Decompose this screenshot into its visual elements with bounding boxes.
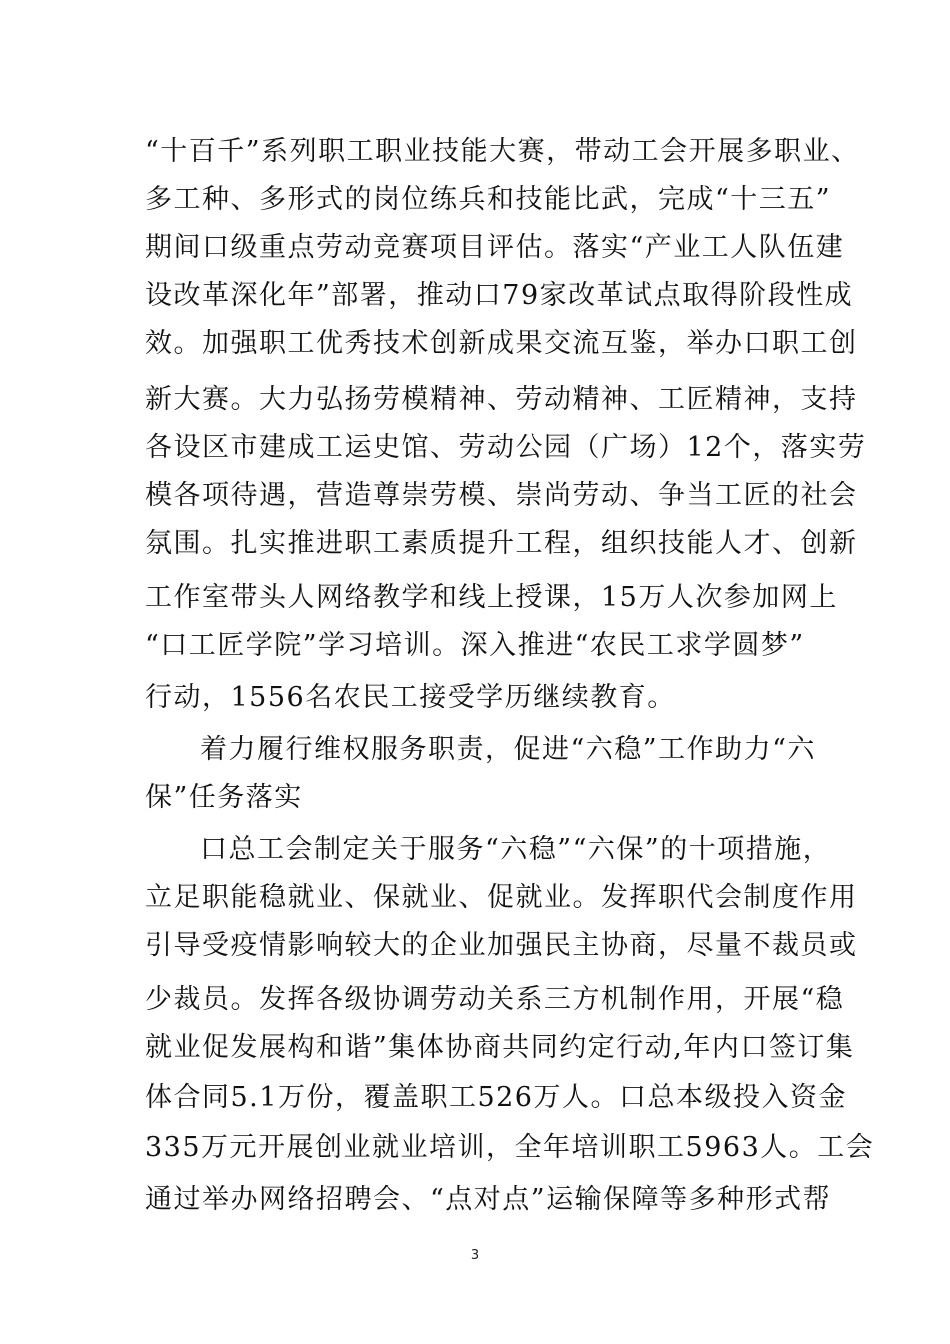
text-line-2: 多工种、多形式的岗位练兵和技能比武，完成“十三五” xyxy=(145,184,832,215)
text-line-17: 引导受疫情影响较大的企业加强民主协商，尽量不裁员或 xyxy=(145,930,858,961)
text-line-3: 期间口级重点劳动竞赛项目评估。落实“产业工人队伍建 xyxy=(145,232,845,263)
text-line-1: “十百千”系列职工职业技能大赛，带动工会开展多职业、 xyxy=(145,136,860,167)
text-line-4: 设改革深化年”部署，推动口79家改革试点取得阶段性成 xyxy=(145,280,854,311)
text-line-16: 立足职能稳就业、保就业、促就业。发挥职代会制度作用 xyxy=(145,882,858,913)
text-line-20: 体合同5.1万份，覆盖职工526万人。口总本级投入资金 xyxy=(145,1082,847,1113)
text-line-9: 氛围。扎实推进职工素质提升工程，组织技能人才、创新 xyxy=(145,528,858,559)
section-heading-line-1: 着力履行维权服务职责，促进“六稳”工作助力“六 xyxy=(200,734,816,765)
text-line-15: 口总工会制定关于服务“六稳”“六保”的十项措施， xyxy=(200,834,832,865)
text-line-7: 各设区市建成工运史馆、劳动公园（广场）12个，落实劳 xyxy=(145,432,867,463)
text-line-10: 工作室带头人网络教学和线上授课，15万人次参加网上 xyxy=(145,582,838,613)
text-line-22: 通过举办网络招聘会、“点对点”运输保障等多种形式帮 xyxy=(145,1184,832,1215)
text-line-11: “口工匠学院”学习培训。深入推进“农民工求学圆梦” xyxy=(145,630,805,661)
text-line-12: 行动，1556名农民工接受学历继续教育。 xyxy=(145,682,676,713)
text-line-5: 效。加强职工优秀技术创新成果交流互鉴，举办口职工创 xyxy=(145,328,858,359)
text-line-8: 模各项待遇，营造尊崇劳模、崇尚劳动、争当工匠的社会 xyxy=(145,480,858,511)
section-heading-line-2: 保”任务落实 xyxy=(145,782,303,813)
text-line-6: 新大赛。大力弘扬劳模精神、劳动精神、工匠精神，支持 xyxy=(145,384,858,415)
text-line-18: 少裁员。发挥各级协调劳动关系三方机制作用，开展“稳 xyxy=(145,984,845,1015)
page-number: 3 xyxy=(470,1248,480,1263)
text-line-19: 就业促发展构和谐”集体协商共同约定行动,年内口签订集 xyxy=(145,1032,855,1063)
text-line-21: 335万元开展创业就业培训，全年培训职工5963人。工会 xyxy=(145,1132,875,1163)
